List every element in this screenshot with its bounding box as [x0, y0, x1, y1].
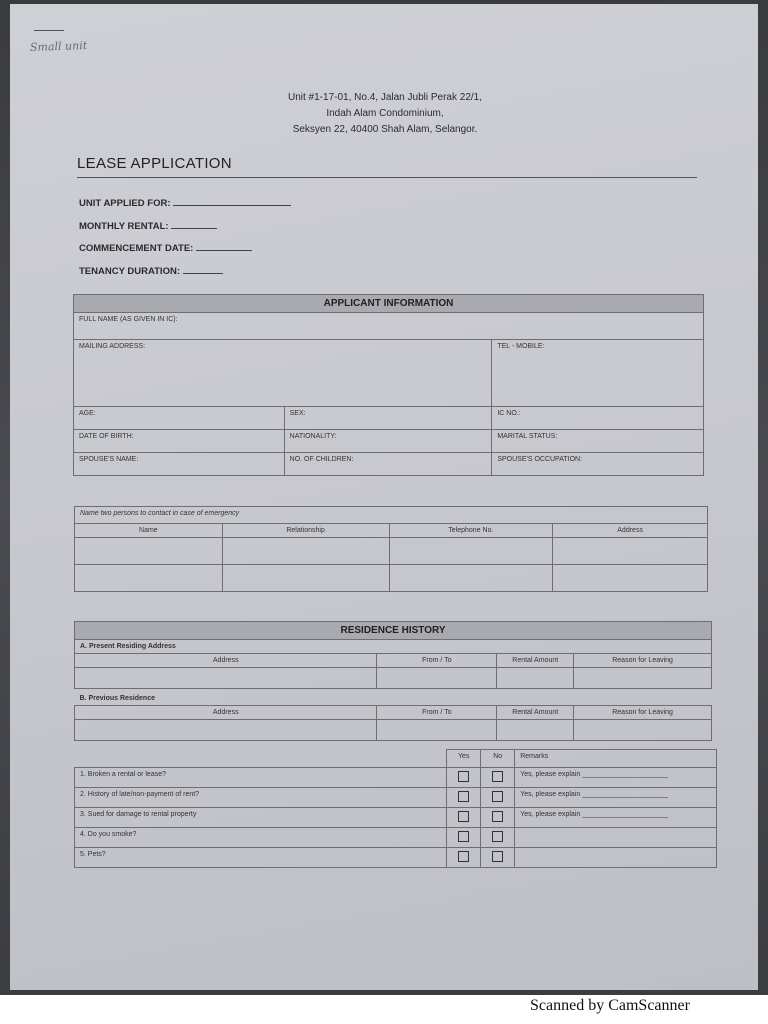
marital-status-label: MARITAL STATUS:	[497, 433, 558, 440]
unit-applied-blank[interactable]	[173, 197, 291, 206]
col-name: Name	[75, 524, 223, 538]
tenancy-duration-blank[interactable]	[183, 265, 223, 274]
emergency-1-name[interactable]	[75, 538, 223, 565]
spouse-occupation-cell[interactable]	[492, 453, 704, 476]
spouse-occupation-label: SPOUSE'S OCCUPATION:	[497, 456, 583, 463]
camscanner-footer: Scanned by CamScanner	[530, 997, 690, 1014]
applicant-info-heading: APPLICANT INFORMATION	[74, 295, 704, 313]
remarks-header: Remarks	[515, 750, 717, 768]
present-from-to-input[interactable]	[377, 668, 497, 689]
emergency-contacts-table	[74, 506, 708, 592]
previous-col-rental: Rental Amount	[497, 706, 574, 720]
q3-yes-checkbox[interactable]	[458, 811, 469, 822]
no-header: No	[481, 750, 515, 768]
emergency-2-relationship[interactable]	[222, 565, 389, 592]
mailing-address-label: MAILING ADDRESS:	[79, 343, 146, 350]
dob-cell[interactable]	[74, 430, 285, 453]
nationality-label: NATIONALITY:	[289, 433, 337, 440]
question-1: 1. Broken a rental or lease?	[75, 768, 447, 788]
emergency-2-address[interactable]	[553, 565, 708, 592]
tel-mobile-cell[interactable]	[492, 340, 704, 407]
dob-label: DATE OF BIRTH:	[79, 433, 134, 440]
marital-status-cell[interactable]	[492, 430, 704, 453]
q2-no-checkbox[interactable]	[492, 791, 503, 802]
mailing-address-cell[interactable]	[74, 340, 492, 407]
emergency-2-telephone[interactable]	[389, 565, 553, 592]
emergency-2-name[interactable]	[75, 565, 223, 592]
present-rental-input[interactable]	[497, 668, 574, 689]
question-2: 2. History of late/non-payment of rent?	[75, 788, 447, 808]
tel-mobile-label: TEL - MOBILE:	[497, 343, 545, 350]
residence-history-heading: RESIDENCE HISTORY	[75, 622, 712, 640]
children-label: NO. OF CHILDREN:	[289, 456, 354, 463]
nationality-cell[interactable]	[284, 430, 492, 453]
sex-label: SEX:	[289, 410, 306, 417]
q5-yes-checkbox[interactable]	[458, 851, 469, 862]
tenancy-duration-field	[79, 265, 223, 277]
monthly-rental-blank[interactable]	[171, 220, 217, 229]
emergency-1-relationship[interactable]	[222, 538, 389, 565]
children-cell[interactable]	[284, 453, 492, 476]
present-reason-input[interactable]	[574, 668, 712, 689]
handwritten-stroke	[34, 30, 64, 31]
emergency-1-telephone[interactable]	[389, 538, 553, 565]
previous-col-reason: Reason for Leaving	[574, 706, 712, 720]
previous-address-input[interactable]	[75, 720, 377, 741]
yes-header: Yes	[447, 750, 481, 768]
unit-applied-label: UNIT APPLIED FOR:	[79, 198, 171, 209]
page-title: LEASE APPLICATION	[77, 155, 232, 172]
present-col-address: Address	[75, 654, 377, 668]
questions-spacer	[75, 750, 447, 768]
q1-remark[interactable]: Yes, please explain ______________________	[515, 768, 717, 788]
full-name-cell[interactable]	[74, 313, 704, 340]
residence-history-table	[74, 621, 712, 741]
q2-remark[interactable]: Yes, please explain ______________________	[515, 788, 717, 808]
col-address: Address	[553, 524, 708, 538]
col-telephone: Telephone No.	[389, 524, 553, 538]
commencement-date-field	[79, 242, 252, 254]
question-5: 5. Pets?	[75, 848, 447, 868]
question-3: 3. Sued for damage to rental property	[75, 808, 447, 828]
address-line-2: Indah Alam Condominium,	[326, 108, 444, 119]
present-col-reason: Reason for Leaving	[574, 654, 712, 668]
q3-no-checkbox[interactable]	[492, 811, 503, 822]
handwritten-note: Small unit	[29, 39, 88, 54]
q1-yes-checkbox[interactable]	[458, 771, 469, 782]
previous-reason-input[interactable]	[574, 720, 712, 741]
previous-col-from-to: From / To	[377, 706, 497, 720]
q1-no-checkbox[interactable]	[492, 771, 503, 782]
emergency-1-address[interactable]	[553, 538, 708, 565]
full-name-label: FULL NAME (AS GIVEN IN IC):	[79, 316, 178, 323]
spouse-name-label: SPOUSE'S NAME:	[79, 456, 139, 463]
applicant-info-table	[73, 294, 704, 476]
unit-applied-field	[79, 197, 291, 209]
address-line-1: Unit #1-17-01, No.4, Jalan Jubli Perak 22/1,	[288, 92, 482, 103]
q5-remark[interactable]	[515, 848, 717, 868]
present-col-from-to: From / To	[377, 654, 497, 668]
question-4: 4. Do you smoke?	[75, 828, 447, 848]
emergency-instruction: Name two persons to contact in case of emergency	[75, 507, 708, 524]
ic-no-label: IC NO.:	[497, 410, 521, 417]
q2-yes-checkbox[interactable]	[458, 791, 469, 802]
property-address	[230, 90, 540, 138]
previous-from-to-input[interactable]	[377, 720, 497, 741]
previous-col-address: Address	[75, 706, 377, 720]
q4-remark[interactable]	[515, 828, 717, 848]
ic-no-cell[interactable]	[492, 407, 704, 430]
title-divider	[77, 177, 697, 178]
spouse-name-cell[interactable]	[74, 453, 285, 476]
commencement-date-label: COMMENCEMENT DATE:	[79, 243, 194, 254]
previous-rental-input[interactable]	[497, 720, 574, 741]
present-address-label: A. Present Residing Address	[75, 640, 712, 654]
present-address-input[interactable]	[75, 668, 377, 689]
age-label: AGE:	[79, 410, 96, 417]
previous-residence-label: B. Previous Residence	[75, 689, 712, 706]
present-col-rental: Rental Amount	[497, 654, 574, 668]
monthly-rental-field	[79, 220, 217, 232]
tenancy-duration-label: TENANCY DURATION:	[79, 266, 180, 277]
address-line-3: Seksyen 22, 40400 Shah Alam, Selangor.	[292, 124, 478, 135]
questions-table	[74, 749, 717, 868]
col-relationship: Relationship	[222, 524, 389, 538]
q4-no-checkbox[interactable]	[492, 831, 503, 842]
q4-yes-checkbox[interactable]	[458, 831, 469, 842]
sex-cell[interactable]	[284, 407, 492, 430]
monthly-rental-label: MONTHLY RENTAL:	[79, 221, 169, 232]
commencement-date-blank[interactable]	[196, 242, 252, 251]
q3-remark[interactable]: Yes, please explain ______________________	[515, 808, 717, 828]
age-cell[interactable]	[74, 407, 285, 430]
q5-no-checkbox[interactable]	[492, 851, 503, 862]
